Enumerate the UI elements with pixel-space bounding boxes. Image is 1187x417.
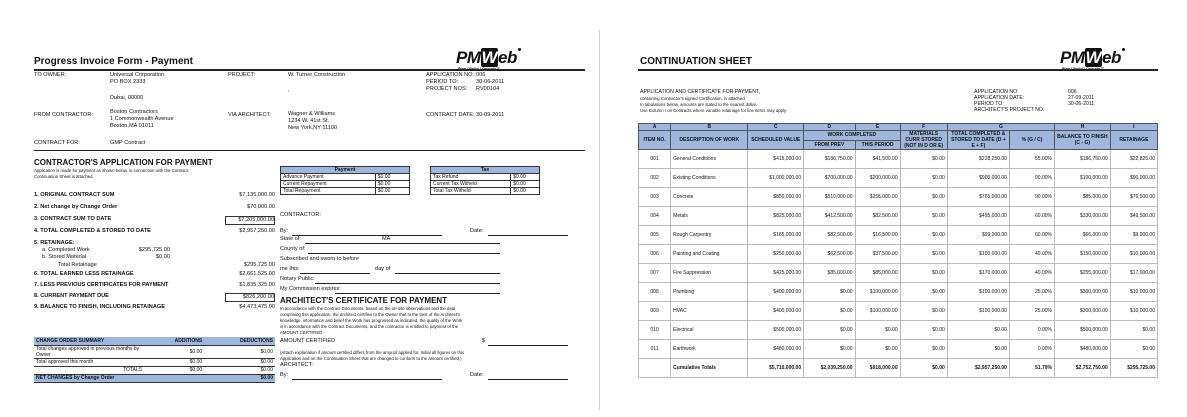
tax-box-title: Tax [431, 167, 540, 174]
co-cell: $0.00 [144, 345, 204, 358]
table-cell: $850,000.00 [748, 188, 804, 207]
table-cell: $0.00 [900, 150, 947, 169]
contractor-label: CONTRACTOR: [280, 212, 321, 218]
dollar-sign: $ [482, 338, 486, 344]
table-cell: $41,500.00 [855, 150, 900, 169]
contract-for: GMP Contract [110, 140, 146, 146]
attach-note-1: (Attach explanation if amount certified differs from the amount applied for. Initial all figures on this [280, 350, 465, 355]
table-cell: 005 [639, 226, 671, 245]
table-cell: $480,000.00 [748, 340, 804, 359]
table-cell [639, 359, 671, 378]
architect-city: New York,NY 11100 [288, 125, 338, 131]
tax-row-label: Current Tax Witheld [431, 181, 511, 188]
table-cell: Fire Suppression [671, 264, 748, 283]
table-cell: $480,000.00 [1055, 340, 1111, 359]
table-cell: $425,000.00 [748, 264, 804, 283]
totals-row [639, 359, 1158, 378]
table-cell: Plumbing [671, 283, 748, 302]
col-letter: B [671, 124, 748, 131]
architect-date-label: Date: [470, 372, 484, 378]
table-cell: $0.00 [900, 321, 947, 340]
application-intro-2: Continuation Sheet is attached. [34, 174, 94, 179]
col-letter: F [900, 124, 947, 131]
table-cell: $412,500.00 [804, 207, 855, 226]
me-this-line [300, 273, 370, 274]
col-letter: E [855, 124, 900, 131]
table-cell: $0.00 [804, 340, 855, 359]
table-cell: 25.00% [1009, 283, 1054, 302]
application-no: 006 [476, 72, 486, 78]
table-cell: $150,000.00 [1055, 245, 1111, 264]
table-cell: General Conditions [671, 150, 748, 169]
table-cell: $400,000.00 [748, 283, 804, 302]
table-cell: $0.00 [947, 321, 1009, 340]
cs-arch-proj-label: ARCHITECT'S PROJECT NO: [974, 107, 1045, 113]
state-label: State of: [280, 236, 301, 242]
total-retainage-value: $295,725.00 [243, 262, 275, 268]
header-item-no: ITEM NO. [639, 131, 671, 150]
table-cell: $0.00 [900, 188, 947, 207]
table-cell: $186,750.00 [804, 150, 855, 169]
table-cell: $0.00 [855, 340, 900, 359]
table-cell: 009 [639, 302, 671, 321]
contractor-city: Boston,MA 01011 [110, 123, 154, 129]
day-of-line [395, 273, 500, 274]
continuation-sheet-page [638, 40, 1158, 380]
amount-certified-label: AMOUNT CERTIFIED [280, 338, 336, 344]
table-cell: $10,000.00 [1110, 245, 1157, 264]
architect-by-line [292, 379, 442, 380]
table-cell: Metals [671, 207, 748, 226]
contract-for-label: CONTRACT FOR: [34, 140, 80, 146]
table-cell: $255,000.00 [1055, 264, 1111, 283]
table-cell: $900,000.00 [947, 169, 1009, 188]
cs-intro-1: APPLICATION AND CERTIFICATE FOR PAYMENT, [640, 89, 760, 95]
notary-label: Notary Public: [280, 276, 315, 282]
table-cell: $495,000.00 [947, 207, 1009, 226]
tax-row-value: $0.00 [511, 188, 540, 195]
header-from-prev: FROM PREV [804, 140, 855, 150]
co-cell: $0.00 [144, 358, 204, 366]
project-label: PROJECT: [228, 72, 256, 78]
table-cell: $330,000.00 [1055, 207, 1111, 226]
table-row [639, 169, 1158, 188]
line9-value: $4,473,475.00 [239, 304, 275, 310]
line4-value: $2,957,250.00 [239, 228, 275, 234]
project-name: W. Turner Construction [288, 72, 346, 78]
table-row [639, 264, 1158, 283]
header-balance: BALANCE TO FINISH (C - G) [1055, 131, 1111, 150]
cs-app-date-label: APPLICATION DATE: [974, 95, 1025, 101]
line6-value: $2,661,525.00 [239, 271, 275, 277]
application-no-label: APPLICATION NO: [426, 72, 475, 78]
co-row-label: Total changes approved in previous months by Owner [34, 345, 144, 358]
table-cell: $415,000.00 [748, 150, 804, 169]
column-letter-row [639, 124, 1158, 131]
table-cell: 55.00% [1009, 150, 1054, 169]
table-cell: 40.00% [1009, 245, 1054, 264]
table-cell: Rough Carpentry [671, 226, 748, 245]
cert-text-5: AMOUNT CERTIFIED. [280, 330, 324, 335]
table-cell: HVAC [671, 302, 748, 321]
table-row [639, 321, 1158, 340]
table-cell: $0.00 [855, 321, 900, 340]
cs-period-to: 30-06-2011 [1068, 101, 1095, 107]
table-cell: $100,000.00 [947, 245, 1009, 264]
table-cell: 004 [639, 207, 671, 226]
commission-line [335, 293, 500, 294]
payment-row-value: $0.00 [375, 181, 409, 188]
architect-name: Wagner & Williams [288, 111, 336, 117]
line3-value: $7,205,000.00 [225, 216, 275, 225]
header-row-1 [639, 131, 1158, 141]
header-this-period: THIS PERIOD [855, 140, 900, 150]
col-letter: G [947, 124, 1054, 131]
line4-label: 4. TOTAL COMPLETED & STORED TO DATE [34, 228, 151, 234]
table-cell: $100,000.00 [855, 283, 900, 302]
line5-label: 5. RETAINAGE: [34, 240, 75, 246]
application-heading: CONTRACTOR'S APPLICATION FOR PAYMENT [34, 158, 213, 167]
header-percent: % (G / C) [1009, 131, 1054, 150]
table-cell: $85,000.00 [1055, 188, 1111, 207]
table-cell: $66,000.00 [1055, 226, 1111, 245]
application-intro-1: Application is made for payment as shown below, in connection with the Contract. [34, 168, 190, 173]
table-cell: $255,000.00 [855, 188, 900, 207]
day-of-label: day of [375, 266, 391, 272]
table-cell: $500,000.00 [748, 321, 804, 340]
table-cell: $17,000.00 [1110, 264, 1157, 283]
continuation-table-body [639, 150, 1158, 378]
table-cell: 51.79% [1009, 359, 1054, 378]
title-rule [34, 69, 585, 71]
cs-app-no: 006 [1068, 89, 1077, 95]
table-cell: Concrete [671, 188, 748, 207]
table-cell: $0.00 [900, 264, 947, 283]
header-total: TOTAL COMPLETED & STORED TO DATE (D + E + F) [947, 131, 1009, 150]
table-cell: $510,000.00 [804, 188, 855, 207]
total-retainage-label: Total Retainage [58, 262, 97, 268]
cs-app-date: 27-09-2011 [1068, 95, 1095, 101]
table-cell: $100,000.00 [947, 302, 1009, 321]
table-cell: 003 [639, 188, 671, 207]
table-cell: 40.00% [1009, 264, 1054, 283]
table-cell: $22,825.00 [1110, 150, 1157, 169]
owner-city: Dubai, 00000 [110, 95, 144, 101]
payment-row-value: $0.00 [375, 188, 409, 195]
table-cell: $100,000.00 [947, 283, 1009, 302]
header-materials: MATERIALS CURR STORED (NOT IN D OR E) [900, 131, 947, 150]
by-label: By: [280, 228, 289, 234]
co-row-label: TOTALS [34, 366, 144, 374]
table-cell: $300,000.00 [1055, 302, 1111, 321]
table-cell: 25.00% [1009, 302, 1054, 321]
project-nos-label: PROJECT NOS: [426, 86, 468, 92]
via-architect-label: VIA ARCHITECT: [228, 112, 271, 118]
table-cell: $0.00 [1110, 321, 1157, 340]
date-line [488, 235, 568, 236]
co-cell: $0.00 [204, 358, 275, 366]
co-cell: $0.00 [204, 374, 275, 382]
table-cell: $90,000.00 [1110, 169, 1157, 188]
architect-sign-label: ARCHITECT: [280, 362, 313, 368]
table-cell: $1,000,000.00 [748, 169, 804, 188]
table-cell: $99,000.00 [947, 226, 1009, 245]
table-row [639, 340, 1158, 359]
table-cell: $0.00 [900, 169, 947, 188]
notary-line [315, 283, 500, 284]
table-row [639, 226, 1158, 245]
header-retainage: RETAINAGE [1110, 131, 1157, 150]
table-cell: 0.00% [1009, 321, 1054, 340]
table-cell: 90.00% [1009, 188, 1054, 207]
table-cell: $0.00 [947, 340, 1009, 359]
contract-date: 30-09-2011 [476, 112, 505, 118]
table-cell: $300,000.00 [1055, 283, 1111, 302]
project-nos: RV00104 [476, 86, 500, 92]
table-cell: 007 [639, 264, 671, 283]
header-work-completed: WORK COMPLETED [804, 131, 901, 141]
table-cell: $0.00 [900, 359, 947, 378]
table-cell: 006 [639, 245, 671, 264]
co-cell: $0.00 [204, 366, 275, 374]
change-order-summary-table [34, 337, 275, 383]
co-row-label: NET CHANGES by Change Order [34, 374, 144, 382]
line3-label: 3. CONTRACT SUM TO DATE [34, 216, 112, 222]
payment-row-label: Total Repayment [281, 188, 376, 195]
cs-intro-2: containing Contractor's signed Certification, is attached. [640, 96, 746, 101]
tax-box [430, 166, 540, 195]
line8-value: $826,200.00 [225, 293, 275, 302]
line1-value: $7,135,000.00 [239, 192, 275, 198]
pmweb-logo: PMWeb [456, 48, 521, 68]
co-cell: $0.00 [204, 345, 275, 358]
table-cell: $0.00 [1110, 340, 1157, 359]
table-cell: $0.00 [900, 302, 947, 321]
table-cell: $2,957,250.00 [947, 359, 1009, 378]
table-cell: $500,000.00 [1055, 321, 1111, 340]
architect-date-line [488, 379, 568, 380]
cert-text-1: In accordance with the Contract Documents, based on the on-site observations and the data [280, 306, 456, 311]
date-label: Date: [470, 228, 484, 234]
cs-intro-4: Use Column I on Contracts where variable retainage for line items may apply. [640, 108, 788, 113]
table-cell: Painting and Coating [671, 245, 748, 264]
col-letter: D [804, 124, 855, 131]
table-cell: $5,710,000.00 [748, 359, 804, 378]
table-cell: $2,752,750.00 [1055, 359, 1111, 378]
commission-label: My Commission expires: [280, 286, 341, 292]
co-header: DEDUCTIONS [204, 337, 275, 345]
table-cell: $37,500.00 [855, 245, 900, 264]
owner-box: PO BOX 2333 [110, 79, 146, 85]
title-rule [638, 69, 1158, 71]
owner-name: Universal Corporation [110, 72, 165, 78]
table-cell: Existing Conditions [671, 169, 748, 188]
tax-row-value: $0.00 [511, 174, 540, 181]
table-cell: $10,000.00 [1110, 283, 1157, 302]
col-letter: A [639, 124, 671, 131]
table-cell: $2,039,250.00 [804, 359, 855, 378]
line5a-label: a. Completed Work [42, 247, 90, 253]
co-cell: $0.00 [144, 366, 204, 374]
pmweb-logo: PMWeb [1060, 48, 1125, 68]
table-cell: 0.00% [1009, 340, 1054, 359]
col-letter: C [748, 124, 804, 131]
co-cell [144, 374, 204, 382]
line8-label: 8. CURRENT PAYMENT DUE [34, 293, 109, 299]
table-cell: $82,500.00 [855, 207, 900, 226]
table-cell: $10,000.00 [1110, 302, 1157, 321]
table-cell: $49,500.00 [1110, 207, 1157, 226]
line5b-value: $0.00 [156, 254, 170, 260]
cert-text-4: is in accordance with the Contract Documents, and the contractor is entitled to payment of the [280, 324, 459, 329]
table-cell: $16,500.00 [855, 226, 900, 245]
line9-label: 9. BALANCE TO FINISH, INCLUDING RETAINAGE [34, 304, 165, 310]
architect-by-label: By: [280, 372, 289, 378]
county-label: County of: [280, 246, 306, 252]
table-cell: $400,000.00 [748, 302, 804, 321]
table-cell: $0.00 [804, 302, 855, 321]
table-cell: $250,000.00 [748, 245, 804, 264]
architect-address: 1234 W. 41st St. [288, 118, 330, 124]
to-owner-label: TO OWNER: [34, 72, 67, 78]
table-row [639, 188, 1158, 207]
payment-box [280, 166, 410, 195]
table-cell: $0.00 [900, 340, 947, 359]
invoice-title: Progress Invoice Form - Payment [34, 56, 193, 67]
cs-intro-3: In tabulations below, amounts are stated to the nearest dollar. [640, 102, 758, 107]
tax-row-value: $0.00 [511, 181, 540, 188]
amount-certified-line [488, 345, 568, 346]
table-row [639, 283, 1158, 302]
table-cell: $82,500.00 [804, 226, 855, 245]
col-letter: H [1055, 124, 1111, 131]
contractor-address: 1 Commonwealth Avenue [110, 116, 174, 122]
line7-label: 7. LESS PREVIOUS CERTIFICATES FOR PAYMENT [34, 282, 169, 288]
table-row [639, 150, 1158, 169]
tax-row-label: Total Tax Witheld [431, 188, 511, 195]
cs-period-to-label: PERIOD TO: [974, 101, 1004, 107]
table-row [639, 245, 1158, 264]
table-cell: $100,000.00 [855, 302, 900, 321]
table-cell: $228,250.00 [947, 150, 1009, 169]
table-cell: $76,500.00 [1110, 188, 1157, 207]
line1-label: 1. ORIGINAL CONTRACT SUM [34, 192, 115, 198]
cert-text-2: comprising this application, the architect certifies to the Owner that to the best of the Architect's [280, 312, 461, 317]
table-cell: 90.00% [1009, 169, 1054, 188]
table-cell: Electrical [671, 321, 748, 340]
line2-label: 2. Net change by Change Order [34, 204, 118, 210]
by-line [292, 235, 442, 236]
payment-row-label: Advance Payment [281, 174, 376, 181]
table-cell: $0.00 [804, 321, 855, 340]
table-cell: $0.00 [900, 207, 947, 226]
state-line [305, 243, 500, 244]
header-scheduled: SCHEDULED VALUE [748, 131, 804, 150]
co-header: ADDITIONS [144, 337, 204, 345]
payment-row-value: $0.00 [375, 174, 409, 181]
state-value: MA [382, 236, 391, 242]
certificate-heading: ARCHITECT'S CERTIFICATE FOR PAYMENT [280, 296, 448, 305]
table-cell: $165,000.00 [748, 226, 804, 245]
period-to: 30-06-2011 [476, 79, 505, 85]
table-cell: $918,000.00 [855, 359, 900, 378]
table-row [639, 302, 1158, 321]
table-cell: $0.00 [804, 283, 855, 302]
table-cell: $295,725.00 [1110, 359, 1157, 378]
table-cell: $85,000.00 [855, 264, 900, 283]
project-sub: , [288, 87, 290, 93]
line2-value: $70,000.00 [247, 204, 275, 210]
table-cell: $0.00 [900, 226, 947, 245]
table-cell: $200,000.00 [855, 169, 900, 188]
table-cell: $765,000.00 [947, 188, 1009, 207]
header-rule [34, 150, 585, 151]
progress-invoice-page [30, 40, 585, 412]
continuation-title: CONTINUATION SHEET [640, 56, 753, 67]
table-cell: $825,000.00 [748, 207, 804, 226]
attach-note-2: Application and on the Continuation Sheet that are changed to conform to the amount certified.) [280, 356, 462, 361]
col-letter: I [1110, 124, 1157, 131]
table-cell: $0.00 [900, 245, 947, 264]
tax-row-label: Tax Refund [431, 174, 511, 181]
table-cell: $62,500.00 [804, 245, 855, 264]
table-cell: $85,000.00 [804, 264, 855, 283]
payment-row-label: Current Repayment [281, 181, 376, 188]
table-cell: 001 [639, 150, 671, 169]
table-cell: 011 [639, 340, 671, 359]
continuation-table [638, 123, 1158, 378]
table-cell: $100,000.00 [1055, 169, 1111, 188]
county-line [308, 253, 500, 254]
table-row [639, 207, 1158, 226]
table-cell: $170,000.00 [947, 264, 1009, 283]
header-description: DESCRIPTION OF WORK [671, 131, 748, 150]
cs-app-no-label: APPLICATION NO: [974, 89, 1019, 95]
cert-text-3: knowledge, information and belief the Work has progressed as indicated, the quality of the Work [280, 318, 463, 323]
table-cell: $0.00 [900, 283, 947, 302]
payment-box-title: Payment [281, 167, 410, 174]
me-this-label: me this: [280, 266, 300, 272]
page-separator [599, 30, 600, 410]
line5b-label: b. Stored Material [42, 254, 87, 260]
contract-date-label: CONTRACT DATE: [426, 112, 475, 118]
contractor-name: Boston Contractors [110, 109, 158, 115]
table-cell: 010 [639, 321, 671, 340]
co-header: CHANGE ORDER SUMMARY [34, 337, 144, 345]
line5a-value: $295,725.00 [138, 247, 170, 253]
subscribed-label: Subscribed and sworn to before [280, 256, 359, 262]
period-to-label: PERIOD TO: [426, 79, 459, 85]
line6-label: 6. TOTAL EARNED LESS RETAINAGE [34, 271, 134, 277]
table-cell: Earthwork [671, 340, 748, 359]
table-cell: 008 [639, 283, 671, 302]
table-cell: $186,750.00 [1055, 150, 1111, 169]
from-contractor-label: FROM CONTRACTOR: [34, 112, 93, 118]
co-row-label: Total approved this month [34, 358, 144, 366]
table-cell: 002 [639, 169, 671, 188]
table-cell: 60.00% [1009, 207, 1054, 226]
table-cell: $9,900.00 [1110, 226, 1157, 245]
table-cell: $700,000.00 [804, 169, 855, 188]
table-cell: 60.00% [1009, 226, 1054, 245]
table-cell: Cumulative Totals [671, 359, 748, 378]
line7-value: $1,835,325.00 [239, 282, 275, 288]
